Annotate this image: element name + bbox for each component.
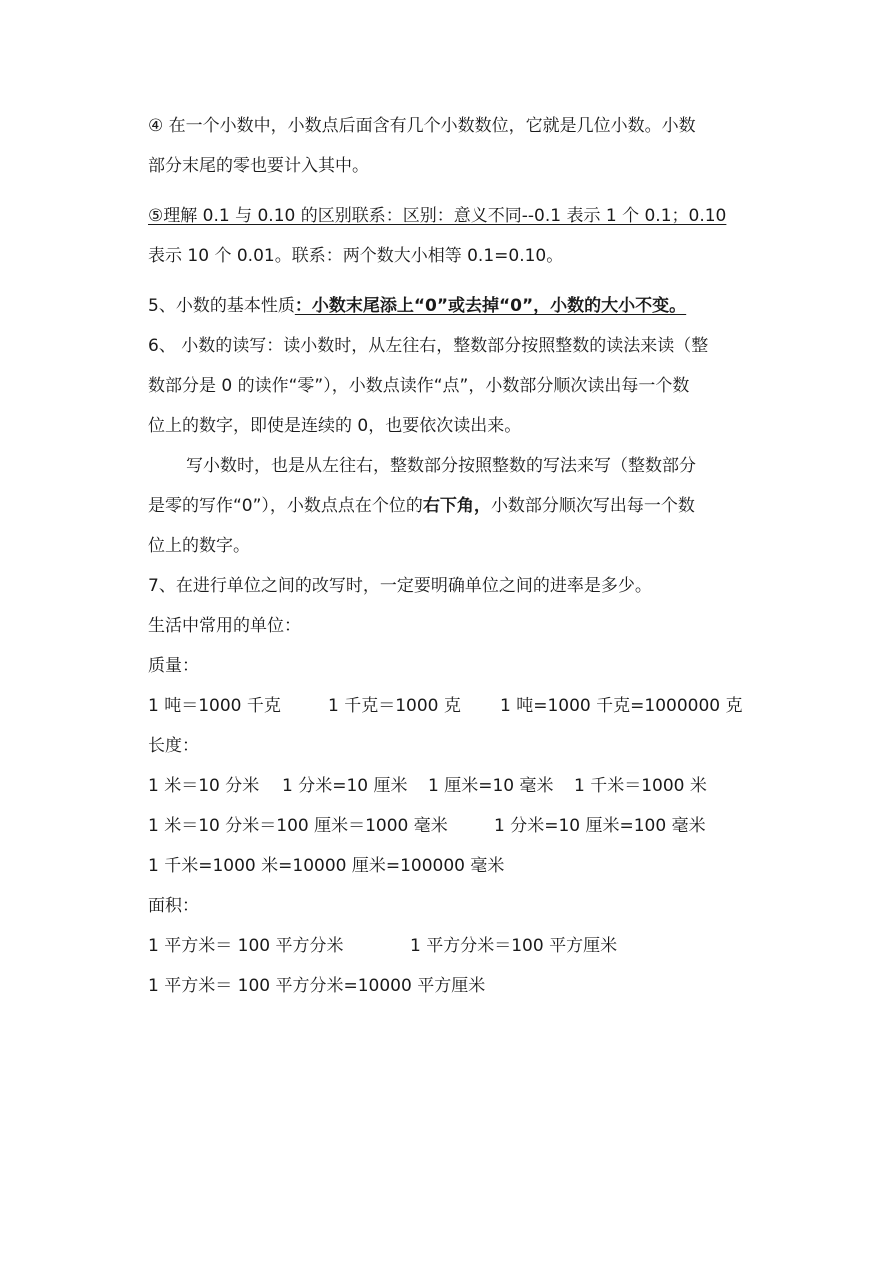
mass-label: 质量： <box>148 656 199 676</box>
mass-item-2: 1 千克＝1000 克 <box>328 696 461 716</box>
mass-row <box>148 686 748 726</box>
area-row-1-item-1: 1 平方米＝ 100 平方分米 <box>148 936 344 956</box>
write-line-2-bold: 右下角， <box>422 496 491 516</box>
point-5-underlined-text: ⑤理解 0.1 与 0.10 的区别联系：区别：意义不同--0.1 表示 1 个 0.1；0.10 <box>148 206 727 226</box>
area-row-1 <box>148 926 748 966</box>
length-row-1-item-3: 1 厘米=10 毫米 <box>428 776 554 796</box>
write-line-2-start: 是零的写作“0”），小数点点在个位的 <box>148 496 423 516</box>
length-row-1-item-2: 1 分米=10 厘米 <box>282 776 408 796</box>
area-row-2: 1 平方米＝ 100 平方分米=10000 平方厘米 <box>148 976 486 996</box>
section-7-line-2: 生活中常用的单位： <box>148 616 301 636</box>
length-row-1-item-1: 1 米＝10 分米 <box>148 776 260 796</box>
section-7-line-1: 7、在进行单位之间的改写时，一定要明确单位之间的进率是多少。 <box>148 576 652 596</box>
section-5-bold-rule: ：小数末尾添上“0”或去掉“0”，小数的大小不变。 <box>294 296 687 316</box>
area-label: 面积： <box>148 896 199 916</box>
write-line-2-end: 小数部分顺次写出每一个数 <box>490 496 695 516</box>
point-4-line-1: ④ 在一个小数中，小数点后面含有几个小数数位，它就是几位小数。小数 <box>148 116 696 136</box>
point-5-line-2: 表示 10 个 0.01。联系：两个数大小相等 0.1=0.10。 <box>148 246 564 266</box>
section-6-line-2: 数部分是 0 的读作“零”），小数点读作“点”，小数部分顺次读出每一个数 <box>148 376 690 396</box>
section-6-line-1: 6、 小数的读写：读小数时，从左往右，整数部分按照整数的读法来读（整 <box>148 336 709 356</box>
point-5-line-1 <box>148 196 748 236</box>
section-6-line-3: 位上的数字，即使是连续的 0，也要依次读出来。 <box>148 416 522 436</box>
length-row-2-item-2: 1 分米=10 厘米=100 毫米 <box>494 816 706 836</box>
area-row-1-item-2: 1 平方分米＝100 平方厘米 <box>410 936 618 956</box>
section-5-decimal-property <box>148 286 748 326</box>
section-6-write-line-1: 写小数时，也是从左往右，整数部分按照整数的写法来写（整数部分 <box>186 456 696 476</box>
length-row-1 <box>148 766 748 806</box>
mass-item-1: 1 吨＝1000 千克 <box>148 696 281 716</box>
section-6-write-line-3: 位上的数字。 <box>148 536 250 556</box>
length-row-2 <box>148 806 748 846</box>
length-label: 长度： <box>148 736 199 756</box>
section-6-write-line-2 <box>148 486 748 526</box>
length-row-2-item-1: 1 米＝10 分米＝100 厘米＝1000 毫米 <box>148 816 448 836</box>
mass-item-3: 1 吨=1000 千克=1000000 克 <box>500 696 743 716</box>
length-row-1-item-4: 1 千米＝1000 米 <box>574 776 707 796</box>
document-page <box>148 106 748 1006</box>
length-row-3: 1 千米=1000 米=10000 厘米=100000 毫米 <box>148 856 505 876</box>
point-4-line-2: 部分末尾的零也要计入其中。 <box>148 156 369 176</box>
section-5-prefix: 5、小数的基本性质 <box>148 296 295 316</box>
